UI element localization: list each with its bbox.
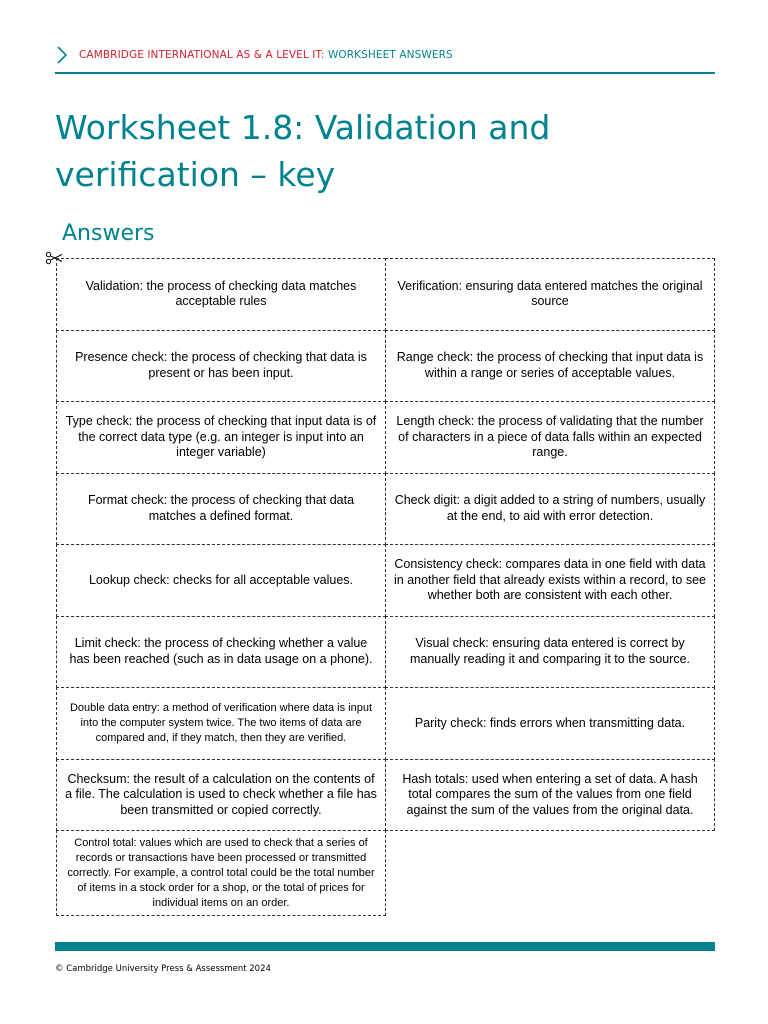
section-heading: Answers [62,221,155,246]
card-parity-check: Parity check: finds errors when transmitting data. [385,687,715,760]
card-lookup-check: Lookup check: checks for all acceptable values. [56,544,386,617]
header-label [79,49,453,61]
card-type-check: Type check: the process of checking that input data is of the correct data type (e.g. an integer is input into an integer variable) [56,401,386,474]
card-hash-totals: Hash totals: used when entering a set of data. A hash total compares the sum of the values from one field against the sum of the values from the original data. [385,759,715,832]
footer-bar [55,942,715,951]
card-control-total: Control total: values which are used to check that a series of records or transactions have been processed or transmitted correctly. For example, a control total could be the total number of items in a stock order for a shop, or the total of prices for individual items on an order. [56,830,386,916]
answer-cards-grid [56,258,714,909]
card-validation: Validation: the process of checking data matches acceptable rules [56,258,386,331]
chevron-right-icon [55,45,69,65]
page-title: Worksheet 1.8: Validation and verification – key [55,108,551,194]
header-label-course: CAMBRIDGE INTERNATIONAL AS & A LEVEL IT: [79,49,328,61]
card-presence-check: Presence check: the process of checking that data is present or has been input. [56,330,386,403]
running-header [55,44,715,74]
card-consistency-check: Consistency check: compares data in one field with data in another field that already exists within a record, to see whether both are consistent with each other. [385,544,715,617]
copyright-notice: © Cambridge University Press & Assessment 2024 [55,964,271,974]
card-format-check: Format check: the process of checking that data matches a defined format. [56,473,386,546]
header-rule [55,72,715,74]
card-double-data-entry: Double data entry: a method of verification where data is input into the computer system twice. The two items of data are compared and, if they match, then they are verified. [56,687,386,760]
card-visual-check: Visual check: ensuring data entered is correct by manually reading it and comparing it to the source. [385,616,715,689]
card-length-check: Length check: the process of validating that the number of characters in a piece of data falls within an expected range. [385,401,715,474]
card-verification: Verification: ensuring data entered matches the original source [385,258,715,331]
card-check-digit: Check digit: a digit added to a string of numbers, usually at the end, to aid with error detection. [385,473,715,546]
card-range-check: Range check: the process of checking that input data is within a range or series of acceptable values. [385,330,715,403]
card-limit-check: Limit check: the process of checking whether a value has been reached (such as in data usage on a phone). [56,616,386,689]
card-checksum: Checksum: the result of a calculation on the contents of a file. The calculation is used to check whether a file has been transmitted or copied correctly. [56,759,386,832]
header-label-section: WORKSHEET ANSWERS [327,49,453,61]
